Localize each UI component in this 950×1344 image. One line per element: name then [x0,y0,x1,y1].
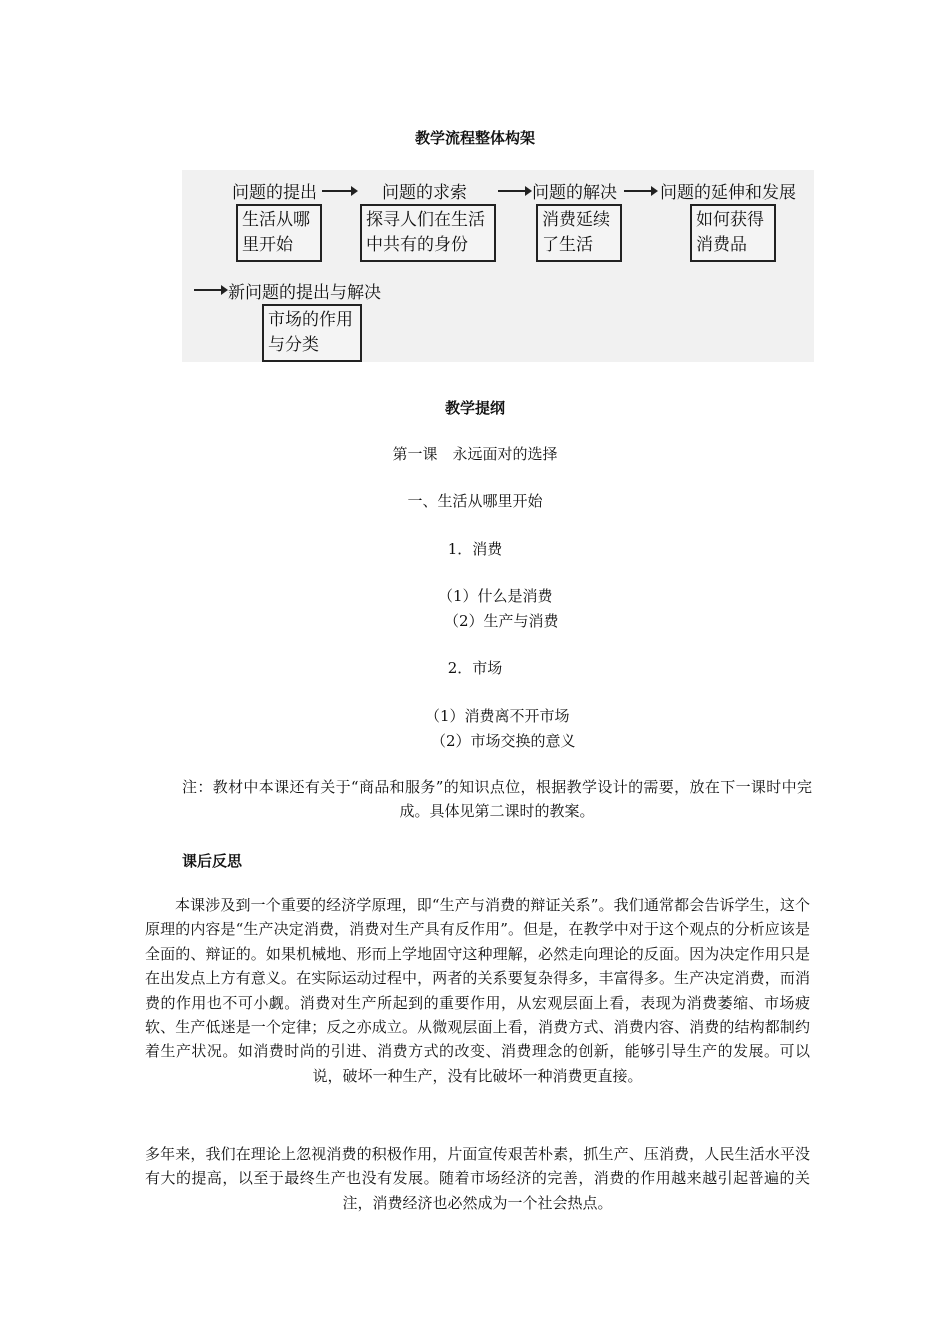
flow-arrow [322,190,352,192]
flow-box-line: 消费延续 [542,210,610,230]
lesson-title: 第一课 永远面对的选择 [392,445,558,463]
page-title: 教学流程整体构架 [414,129,535,147]
flow-step-label: 问题的提出 [232,183,317,203]
flow-box-line: 消费品 [696,235,747,255]
flow-step-box [262,304,362,362]
flow-box-line: 里开始 [242,235,293,255]
flow-box-line: 了生活 [542,235,593,255]
flow-arrow [624,190,652,192]
flow-step-label: 问题的求索 [382,183,467,203]
flow-step-label: 新问题的提出与解决 [228,283,381,303]
reflection-paragraph: 本课涉及到一个重要的经济学原理，即“生产与消费的辩证关系”。我们通常都会告诉学生，这个原理的内容是“生产决定消费，消费对生产具有反作用”。但是，在教学中对于这个观点的分析应该是全面的、辩证的。如果机械地、形而上学地固守这种理解，必然走向理论的反面。因为决定作用只是在出发点上方有意义。在实际运动过程中，两者的关系要复杂得多，丰富得多。生产决定消费，而消费的作用也不可小觑。消费对生产所起到的重要作用，从宏观层面上看，表现为消费萎缩、市场疲软、生产低迷是一个定律；反之亦成立。从微观层面上看，消费方式、消费内容、消费的结构都制约着生产状况。如消费时尚的引进、消费方式的改变、消费理念的创新，能够引导生产的发展。可以说，破坏一种生产，没有比破坏一种消费更直接。 [145,896,810,1085]
flow-arrow [194,289,222,291]
flow-box-line: 中共有的身份 [366,235,468,255]
flow-arrow [498,190,526,192]
outline-subitem: （2）市场交换的意义 [431,732,576,750]
flow-step-box [236,204,322,262]
flow-box-line: 市场的作用 [268,310,353,330]
reflection-heading: 课后反思 [182,852,243,870]
outline-note: 注：教材中本课还有关于“商品和服务”的知识点位，根据教学设计的需要，放在下一课时中完成。具体见第二课时的教案。 [182,778,812,821]
flow-box-line: 如何获得 [696,210,764,230]
outline-item: 1．消费 [447,540,503,558]
outline-subitem: （1）消费离不开市场 [425,707,570,725]
outline-item: 2．市场 [447,659,503,677]
flow-box-line: 探寻人们在生活 [366,210,485,230]
flow-box-line: 与分类 [268,335,319,355]
flow-step-box [690,204,776,262]
section-title: 一、生活从哪里开始 [407,492,543,510]
flow-step-label: 问题的延伸和发展 [660,183,796,203]
flow-step-box [360,204,496,262]
flow-box-line: 生活从哪 [242,210,310,230]
flow-step-box [536,204,622,262]
outline-subitem: （1）什么是消费 [438,587,553,605]
flow-step-label: 问题的解决 [532,183,617,203]
outline-subitem: （2）生产与消费 [444,612,559,630]
outline-heading: 教学提纲 [444,399,505,417]
reflection-paragraph: 多年来，我们在理论上忽视消费的积极作用，片面宣传艰苦朴素，抓生产、压消费，人民生活水平没有大的提高，以至于最终生产也没有发展。随着市场经济的完善，消费的作用越来越引起普遍的关注，消费经济也必然成为一个社会热点。 [145,1145,810,1212]
flowchart-figure [182,170,814,362]
